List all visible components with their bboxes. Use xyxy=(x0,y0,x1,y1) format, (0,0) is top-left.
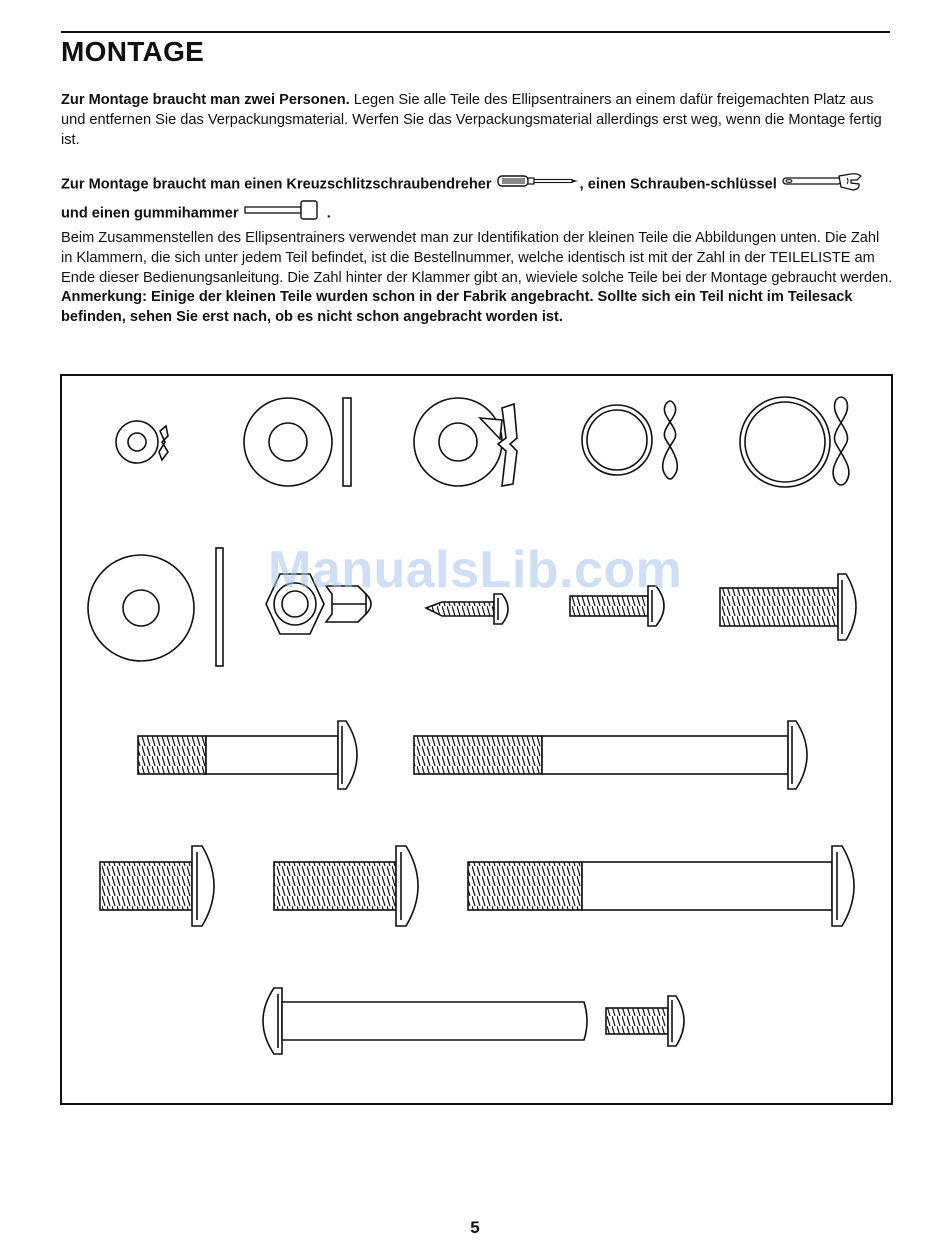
lock-washer-part xyxy=(498,404,517,486)
parts-identification-chart xyxy=(60,374,893,1105)
large-clip-part xyxy=(833,397,849,485)
tools-text-2: , einen Schrauben-schlüssel xyxy=(579,176,777,193)
tools-paragraph xyxy=(61,170,893,228)
watermark: ManualsLib.com xyxy=(268,541,683,599)
shoulder-bolt-short-part xyxy=(138,721,357,789)
intro-text: Legen Sie alle Teile des Ellipsentrainers an einem dafür freigemachten Platz aus und entfernen Sie das Verpackungsmaterial. Werfen Sie das Verpackungsmaterial allerdings erst weg, wenn die Montage fertig ist. xyxy=(61,92,882,148)
intro-bold-text: Zur Montage braucht man zwei Personen. xyxy=(61,92,350,108)
small-washer-part xyxy=(116,421,158,463)
wrench-icon xyxy=(781,170,865,199)
intro-paragraph xyxy=(61,91,893,150)
identification-note: Anmerkung: Einige der kleinen Teile wurden schon in der Fabrik angebracht. Sollte sich ein Teil nicht im Teilesack befinden, sehen Sie erst nach, ob es nicht schon angebracht worden ist. xyxy=(61,289,853,326)
identification-text: Beim Zusammenstellen des Ellipsentrainers verwendet man zur Identifikation der kleinen Teile die Abbildungen unten. Die Zahl in Klammern, die sich unter jedem Teil befindet, ist die Bestellnummer, welche identisch ist mit der Zahl in der TEILELISTE am Ende dieser Bedienungsanleitung. Die Zahl hinter der Klammer gibt an, wieviele solche Teile bei der Montage gebraucht werden. xyxy=(61,230,893,286)
hex-bolt-medium-part xyxy=(274,846,418,926)
axle-pin-part xyxy=(263,988,587,1054)
split-washer-part xyxy=(414,398,502,486)
tools-text-1: Zur Montage braucht man einen Kreuzschlitzschraubendreher xyxy=(61,176,492,193)
small-ring-part xyxy=(582,405,652,475)
tools-text-4: . xyxy=(326,205,331,222)
rubber-mallet-icon xyxy=(243,199,323,228)
shoulder-bolt-long-part xyxy=(414,721,807,789)
large-flat-washer-part xyxy=(88,548,223,666)
large-ring-part xyxy=(740,397,830,487)
small-clip-part xyxy=(663,401,678,479)
small-screw-part xyxy=(606,996,684,1046)
small-lock-washer-part xyxy=(159,426,168,460)
medium-machine-screw-part xyxy=(720,574,856,640)
hex-bolt-long-part xyxy=(468,846,854,926)
phillips-screwdriver-icon xyxy=(496,173,580,196)
tools-text-3: und einen gummihammer xyxy=(61,205,239,222)
page-title: MONTAGE xyxy=(61,36,205,67)
flat-washer-part xyxy=(244,398,351,486)
top-rule xyxy=(61,31,890,33)
identification-paragraph xyxy=(61,229,893,328)
hex-bolt-small-part xyxy=(100,846,214,926)
page-number: 5 xyxy=(470,1218,480,1237)
